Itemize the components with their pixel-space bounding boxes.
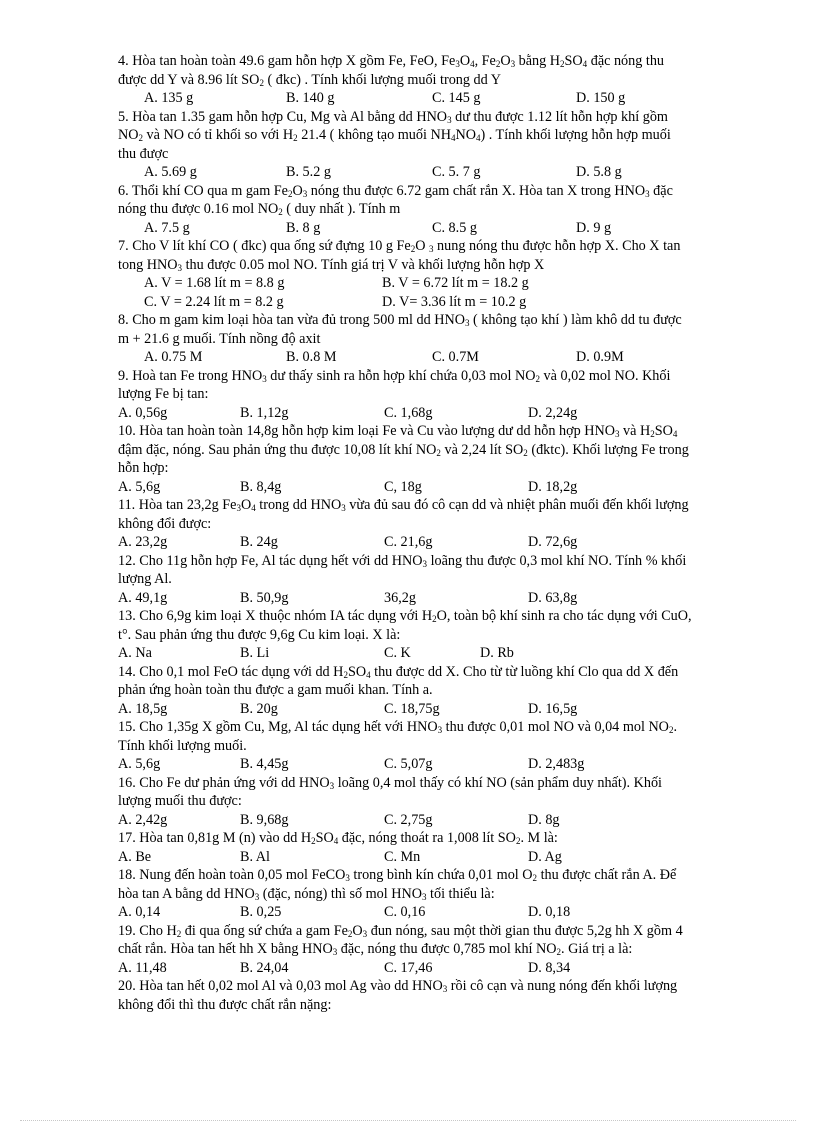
answer-options-row [118, 293, 770, 312]
answer-option[interactable]: D. 16,5g [528, 700, 578, 717]
question-15 [118, 718, 770, 774]
question-text-line: hòa tan A bằng dd $HNO_3$ (đặc, nóng) thì số mol $HNO_3$ tối thiểu là: [118, 885, 495, 902]
answer-option[interactable]: A. 18,5g [118, 700, 168, 717]
question-text-line: 12. Cho 11g hỗn hợp Fe, Al tác dụng hết với dd $HNO_3$ loãng thu được 0,3 mol khí NO. Tính % khối [118, 552, 687, 569]
question-13 [118, 607, 770, 663]
answer-option[interactable]: A. 2,42g [118, 811, 168, 828]
answer-options-row [118, 959, 770, 978]
question-text-line: chất rắn. Hòa tan hết hh X bằng $HNO_3$ đặc, nóng thu được 0,785 mol khí $NO_2$. Giá trị a là: [118, 941, 633, 957]
question-11 [118, 496, 770, 552]
answer-option[interactable]: C, 18g [384, 478, 422, 495]
question-text-line: nóng thu được 0.16 mol $NO_2$ ( duy nhất ). Tính m [118, 201, 401, 217]
question-20 [118, 977, 770, 1014]
answer-options-row [118, 219, 770, 238]
question-text-line: đậm đặc, nóng. Sau phản ứng thu được 10,08 lít khí $NO_2$ và 2,24 lít $SO_2$ (đktc). Khối lượng Fe trong [118, 441, 689, 458]
answer-option[interactable]: C. 0,16 [384, 904, 426, 920]
question-text-line: thu được [118, 145, 169, 162]
page-bottom-border [20, 1120, 796, 1121]
answer-option[interactable]: D. 0.9M [576, 349, 624, 365]
answer-option[interactable]: B. 1,12g [240, 404, 289, 421]
answer-option[interactable]: A. 0.75 M [144, 349, 203, 365]
answer-option[interactable]: A. 49,1g [118, 589, 168, 606]
answer-options-row [118, 700, 770, 719]
answer-option[interactable]: B. Al [240, 848, 270, 865]
question-text-line: lượng muối thu được: [118, 793, 242, 809]
question-text-line: 9. Hoà tan Fe trong $HNO_3$ dư thấy sinh ra hỗn hợp khí chứa 0,03 mol $NO_2$ và 0,02 mol NO. Khối [118, 367, 671, 384]
answer-option[interactable]: A. 5.69 g [144, 164, 197, 180]
answer-options-row [118, 478, 770, 497]
question-text-line: t°. Sau phản ứng thu được 9,6g Cu kim loại. X là: [118, 626, 401, 643]
answer-option[interactable]: C. 5,07g [384, 756, 433, 772]
question-text-line: phản ứng hoàn toàn thu được a gam muối khan. Tính a. [118, 682, 433, 698]
answer-option[interactable]: A. 0,14 [118, 904, 161, 920]
question-text-line: không đổi được: [118, 515, 212, 532]
answer-option[interactable]: C. 21,6g [384, 534, 433, 550]
answer-options-row [118, 533, 770, 552]
question-text-line: m + 21.6 g muối. Tính nồng độ axit [118, 330, 321, 347]
answer-options-row [118, 903, 770, 922]
question-text-line: 19. Cho $H_2$ đi qua ống sứ chứa a gam $Fe_2O_3$ đun nóng, sau một thời gian thu được 5,2g hh X gồm 4 [118, 922, 683, 939]
answer-option[interactable]: A. Na [118, 645, 152, 661]
answer-option[interactable]: B. 4,45g [240, 756, 289, 772]
question-text-line: 4. Hòa tan hoàn toàn 49.6 gam hỗn hợp X gồm Fe, FeO, $Fe_3O_4$, $Fe_2O_3$ bằng $H_2SO_4$ đặc nóng thu [118, 53, 665, 69]
answer-option[interactable]: A. 23,2g [118, 534, 168, 550]
answer-option[interactable]: B. 9,68g [240, 811, 289, 828]
answer-options-row [118, 848, 770, 867]
question-text-line: không đổi thì thu được chất rắn nặng: [118, 996, 332, 1013]
question-text-line: lượng Al. [118, 571, 172, 587]
answer-option[interactable]: B. Li [240, 645, 270, 661]
answer-option[interactable]: A. 5,6g [118, 756, 161, 772]
question-5 [118, 108, 770, 182]
answer-option[interactable]: B. 8,4g [240, 478, 282, 495]
question-text-line: 18. Nung đến hoàn toàn 0,05 mol FeCO$_3$ trong bình kín chứa 0,01 mol $O_2$ thu được chất rắn A. Để [118, 867, 677, 883]
answer-option[interactable]: B. 5.2 g [286, 164, 331, 180]
question-text-line: 5. Hòa tan 1.35 gam hỗn hợp Cu, Mg và Al bằng dd $HNO_3$ dư thu được 1.12 lít hỗn hợp khí gồm [118, 108, 668, 125]
answer-option[interactable]: B. 24g [240, 534, 278, 550]
answer-option[interactable]: C. 1,68g [384, 404, 433, 421]
question-text-line: 11. Hòa tan 23,2g $Fe_3O_4$ trong dd $HNO_3$ vừa đủ sau đó cô cạn dd và nhiệt phân muối đến khối lượng [118, 497, 689, 513]
answer-option[interactable]: B. 8 g [286, 219, 321, 236]
question-text-line: 14. Cho 0,1 mol FeO tác dụng với dd $H_2SO_4$ thu được dd X. Cho từ từ luồng khí Clo qua dd X đến [118, 663, 679, 680]
answer-option[interactable]: D. 18,2g [528, 478, 578, 495]
question-text-line: $NO_2$ và NO có tỉ khối so với $H_2$ 21.4 ( không tạo muối $NH_4NO_4$) . Tính khối lượng hỗn hợp muối [118, 127, 671, 143]
answer-option[interactable]: D. Ag [528, 848, 562, 865]
question-text-line: 13. Cho 6,9g kim loại X thuộc nhóm IA tác dụng với $H_2O$, toàn bộ khí sinh ra cho tác dụng với CuO, [118, 608, 692, 624]
answer-option[interactable]: C. 5. 7 g [432, 164, 481, 180]
question-text-line: 8. Cho m gam kim loại hòa tan vừa đủ trong 500 ml dd $HNO_3$ ( không tạo khí ) làm khô dd tu được [118, 312, 682, 328]
answer-option[interactable]: B. 140 g [286, 90, 335, 106]
answer-options-row [118, 811, 770, 830]
answer-options-row [118, 348, 770, 367]
answer-options-row [118, 274, 770, 293]
question-16 [118, 774, 770, 830]
question-text-line: 20. Hòa tan hết 0,02 mol Al và 0,03 mol Ag vào dd $HNO_3$ rồi cô cạn và nung nóng đến khối lượng [118, 978, 678, 994]
question-text-line: tong $HNO_3$ thu được 0.05 mol NO. Tính giá trị V và khối lượng hỗn hợp X [118, 256, 545, 273]
answer-option[interactable]: A. 5,6g [118, 478, 161, 495]
question-10 [118, 422, 770, 496]
question-17 [118, 829, 770, 866]
answer-option[interactable]: D. 5.8 g [576, 164, 622, 180]
question-text-line: Tính khối lượng muối. [118, 737, 247, 754]
question-8 [118, 311, 770, 367]
answer-option[interactable]: A. 11,48 [118, 959, 167, 976]
answer-option[interactable]: C. 18,75g [384, 700, 440, 717]
answer-options-row [118, 589, 770, 608]
answer-option[interactable]: D. 8g [528, 811, 560, 828]
question-text-line: hỗn hợp: [118, 460, 169, 476]
answer-option[interactable]: D. 9 g [576, 219, 612, 236]
answer-option[interactable]: A. Be [118, 848, 152, 865]
answer-option[interactable]: A. 135 g [144, 90, 194, 106]
answer-option[interactable]: 36,2g [384, 589, 416, 606]
answer-options-row [118, 404, 770, 423]
answer-option[interactable]: B. 24,04 [240, 959, 289, 976]
answer-option[interactable]: B. 0,25 [240, 904, 282, 920]
answer-option[interactable]: A. V = 1.68 lít m = 8.8 g [144, 275, 285, 291]
question-text-line: 6. Thổi khí CO qua m gam $Fe_2O_3$ nóng thu được 6.72 gam chất rắn X. Hòa tan X trong $HNO_3$ đặc [118, 182, 673, 199]
answer-option[interactable]: B. 20g [240, 700, 278, 717]
answer-option[interactable]: D. 150 g [576, 90, 626, 106]
answer-option[interactable]: C. 0.7M [432, 349, 479, 365]
question-18 [118, 866, 770, 922]
question-9 [118, 367, 770, 423]
answer-option[interactable]: C. K [384, 645, 411, 661]
answer-option[interactable]: D. 2,24g [528, 404, 578, 421]
answer-options-row [118, 755, 770, 774]
question-text-line: 17. Hòa tan 0,81g M (n) vào dd $H_2SO_4$ đặc, nóng thoát ra 1,008 lít $SO_2$. M là: [118, 830, 558, 846]
answer-option[interactable]: C. Mn [384, 848, 421, 865]
answer-option[interactable]: D. 8,34 [528, 959, 571, 976]
answer-option[interactable]: C. 17,46 [384, 959, 433, 976]
answer-option[interactable]: B. 0.8 M [286, 349, 337, 365]
answer-option[interactable]: B. V = 6.72 lít m = 18.2 g [382, 275, 529, 291]
answer-options-row [118, 163, 770, 182]
question-12 [118, 552, 770, 608]
question-14 [118, 663, 770, 719]
answer-option[interactable]: D. 2,483g [528, 756, 585, 772]
answer-option[interactable]: B. 50,9g [240, 589, 289, 606]
answer-option[interactable]: D. 63,8g [528, 589, 578, 606]
answer-options-row [118, 644, 770, 663]
answer-option[interactable]: C. 2,75g [384, 811, 433, 828]
answer-option[interactable]: A. 7.5 g [144, 219, 190, 236]
answer-option[interactable]: C. 8.5 g [432, 219, 477, 236]
answer-option[interactable]: D. 72,6g [528, 534, 578, 550]
question-text-line: 16. Cho Fe dư phản ứng với dd $HNO_3$ loãng 0,4 mol thấy có khí NO (sản phẩm duy nhất). Khối [118, 774, 662, 791]
question-text-line: 10. Hòa tan hoàn toàn 14,8g hỗn hợp kim loại Fe và Cu vào lượng dư dd hỗn hợp $HNO_3$ và $H_2SO_4$ [118, 423, 678, 439]
question-6 [118, 182, 770, 238]
answer-option[interactable]: D. 0,18 [528, 904, 571, 920]
question-7 [118, 237, 770, 311]
answer-option[interactable]: C. 145 g [432, 90, 481, 106]
answer-option[interactable]: D. V= 3.36 lít m = 10.2 g [382, 293, 527, 310]
answer-options-row [118, 89, 770, 108]
question-text-line: được dd Y và 8.96 lít $SO_2$ ( đkc) . Tính khối lượng muối trong dd Y [118, 71, 501, 88]
question-4 [118, 52, 770, 108]
question-19 [118, 922, 770, 978]
question-text-line: 15. Cho 1,35g X gồm Cu, Mg, Al tác dụng hết với $HNO_3$ thu được 0,01 mol NO và 0,04 mol $NO_2$. [118, 719, 677, 735]
answer-option[interactable]: A. 0,56g [118, 404, 168, 421]
answer-option[interactable]: C. V = 2.24 lít m = 8.2 g [144, 293, 284, 310]
answer-option[interactable]: D. Rb [480, 645, 514, 661]
question-text-line: 7. Cho V lít khí CO ( đkc) qua ống sứ đựng 10 g $Fe_2O$ $_3$ nung nóng thu được hỗn hợp X. Cho X tan [118, 238, 681, 254]
question-text-line: lượng Fe bị tan: [118, 386, 209, 402]
question-list [118, 52, 770, 1014]
